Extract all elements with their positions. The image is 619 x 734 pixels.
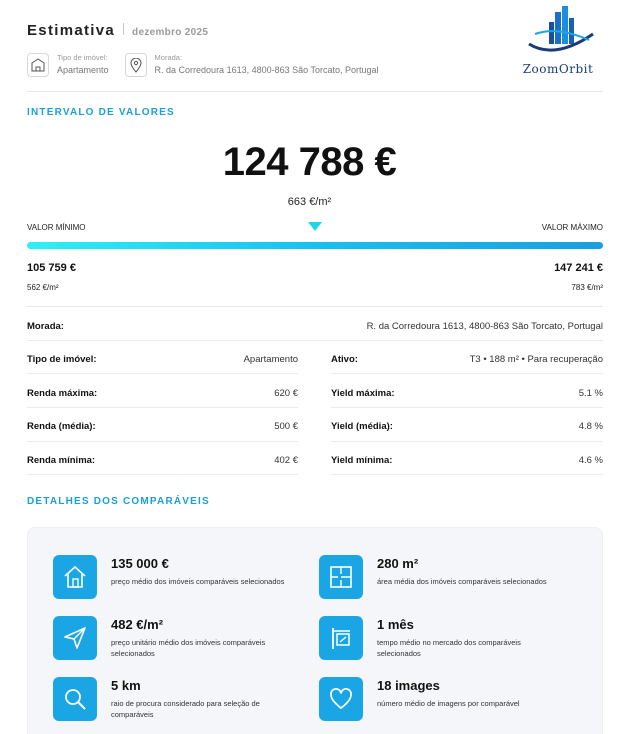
detail-label: Yield mínima: (331, 455, 393, 466)
estimate-value: 124 788 € (222, 140, 397, 184)
title-separator (123, 23, 124, 35)
logo-text: ZoomOrbit (522, 62, 594, 76)
row-divider (27, 407, 298, 408)
comparable-value: 5 km (111, 678, 141, 693)
header-divider (27, 91, 603, 92)
detail-label: Yield (média): (331, 421, 393, 432)
comparable-value: 482 €/m² (111, 617, 164, 632)
address-row-label: Morada: (27, 321, 64, 332)
address-row (27, 321, 603, 335)
range-bar (27, 242, 603, 249)
property-type-label: Tipo de imóvel: (57, 53, 108, 62)
row-divider (331, 373, 603, 374)
detail-row (27, 455, 298, 469)
detail-value: Apartamento (243, 354, 298, 365)
row-divider (27, 373, 298, 374)
comparable-desc: raio de procura considerado para seleção de comparáveis (111, 699, 260, 719)
address-label: Morada: (154, 53, 183, 62)
detail-label: Tipo de imóvel: (27, 354, 97, 365)
row-divider (27, 340, 603, 341)
report-date: dezembro 2025 (132, 27, 209, 38)
detail-row (27, 421, 298, 435)
house-icon (53, 555, 97, 599)
detail-row (331, 354, 603, 368)
detail-value: 500 € (274, 421, 298, 432)
comparables-card (27, 527, 603, 734)
comparable-value: 280 m² (377, 556, 419, 571)
comparable-value: 135 000 € (111, 556, 169, 571)
range-divider (27, 306, 603, 307)
address-value: R. da Corredoura 1613, 4800-863 São Torcato, Portugal (154, 65, 379, 75)
detail-label: Ativo: (331, 354, 358, 365)
report-header (27, 22, 603, 92)
property-meta (27, 53, 379, 77)
comparable-value: 1 mês (377, 617, 414, 632)
location-pin-icon (125, 53, 147, 77)
comparable-desc: área média dos imóveis comparáveis selecionados (377, 577, 547, 586)
min-label: VALOR MÍNIMO (27, 223, 86, 232)
detail-label: Yield máxima: (331, 388, 395, 399)
floorplan-icon (319, 555, 363, 599)
estimate-marker-icon (308, 222, 322, 231)
comparable-images (319, 677, 569, 727)
min-per-m2: 562 €/m² (27, 283, 59, 292)
sign-icon (319, 616, 363, 660)
address-row-value: R. da Corredoura 1613, 4800-863 São Torcato, Portugal (366, 321, 603, 332)
max-value: 147 241 € (554, 262, 603, 274)
search-icon (53, 677, 97, 721)
property-type-value: Apartamento (57, 65, 109, 75)
comparable-search-radius (53, 677, 303, 727)
page-title: Estimativa (27, 22, 116, 39)
comparable-time-on-market (319, 616, 569, 666)
comparable-avg-price (53, 555, 303, 605)
zoomorbit-logo (515, 4, 601, 76)
row-divider (331, 474, 603, 475)
max-label: VALOR MÁXIMO (541, 223, 603, 232)
row-divider (331, 441, 603, 442)
detail-value: 402 € (274, 455, 298, 466)
detail-value: 4.6 % (578, 455, 603, 466)
comparables-section-title: DETALHES DOS COMPARÁVEIS (27, 496, 210, 507)
estimate-per-m2: 663 €/m² (287, 196, 332, 208)
detail-row (27, 354, 298, 368)
comparable-desc: preço unitário médio dos imóveis comparáveis selecionados (111, 638, 266, 658)
comparable-unit-price (53, 616, 303, 666)
range-section-title: INTERVALO DE VALORES (27, 107, 175, 118)
max-per-m2: 783 €/m² (571, 283, 603, 292)
building-icon (27, 53, 49, 77)
detail-value: 4.8 % (578, 421, 603, 432)
comparable-value: 18 images (377, 678, 440, 693)
detail-row (27, 388, 298, 402)
detail-label: Renda máxima: (27, 388, 98, 399)
detail-value: 620 € (274, 388, 298, 399)
comparable-avg-area (319, 555, 569, 605)
min-value: 105 759 € (27, 262, 76, 274)
detail-value: T3 • 188 m² • Para recuperação (469, 354, 603, 365)
row-divider (331, 407, 603, 408)
comparable-desc: número médio de imagens por comparável (377, 699, 520, 708)
detail-label: Renda (média): (27, 421, 96, 432)
comparable-desc: preço médio dos imóveis comparáveis selecionados (111, 577, 285, 586)
heart-icon (319, 677, 363, 721)
detail-row (331, 455, 603, 469)
comparable-desc: tempo médio no mercado dos comparáveis selecionados (377, 638, 521, 658)
row-divider (27, 474, 298, 475)
detail-value: 5.1 % (578, 388, 603, 399)
detail-row (331, 421, 603, 435)
detail-row (331, 388, 603, 402)
row-divider (27, 441, 298, 442)
detail-label: Renda mínima: (27, 455, 96, 466)
send-icon (53, 616, 97, 660)
